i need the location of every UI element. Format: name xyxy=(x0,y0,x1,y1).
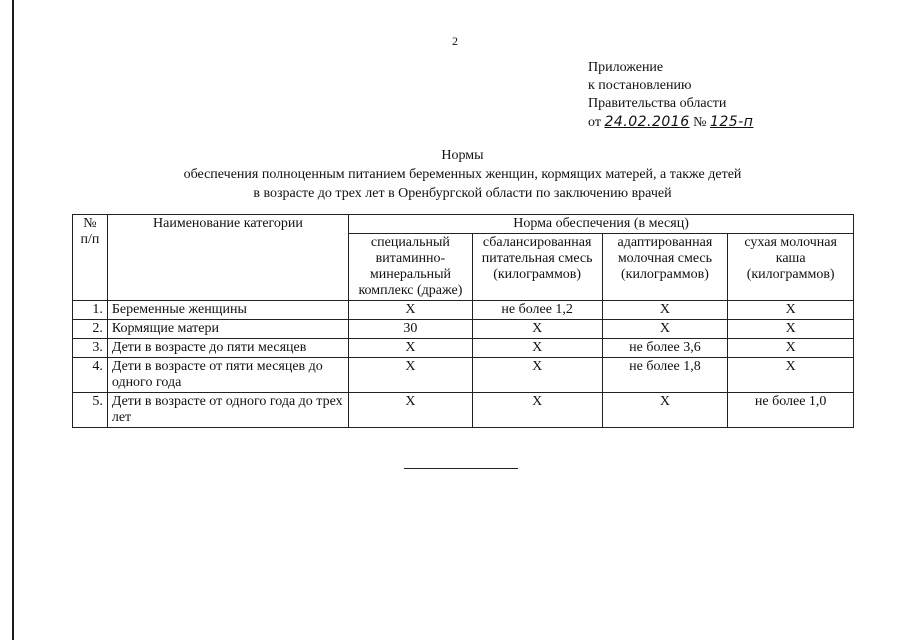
row-value: X xyxy=(602,320,728,339)
title-line-2: обеспечения полноценным питанием беременных женщин, кормящих матерей, а также детей xyxy=(183,167,742,182)
number-sign: № xyxy=(693,115,707,130)
row-value: 30 xyxy=(349,320,473,339)
appendix-date-line xyxy=(588,113,753,132)
row-value: X xyxy=(472,393,602,428)
header-num: № п/п xyxy=(73,215,108,301)
row-category: Кормящие матери xyxy=(107,320,348,339)
row-category: Дети в возрасте от пяти месяцев до одного года xyxy=(107,358,348,393)
row-value: X xyxy=(602,301,728,320)
row-value: X xyxy=(728,301,854,320)
row-value: X xyxy=(602,393,728,428)
table-row xyxy=(73,339,854,358)
title-line-1: Нормы xyxy=(441,148,484,163)
norms-table xyxy=(72,214,854,428)
table-row xyxy=(73,301,854,320)
row-value: X xyxy=(472,358,602,393)
row-value: не более 3,6 xyxy=(602,339,728,358)
appendix-line-2: к постановлению xyxy=(588,78,692,93)
row-value: не более 1,0 xyxy=(728,393,854,428)
row-num: 5. xyxy=(73,393,108,428)
row-category: Дети в возрасте до пяти месяцев xyxy=(107,339,348,358)
row-category: Дети в возрасте от одного года до трех лет xyxy=(107,393,348,428)
table-row xyxy=(73,358,854,393)
table-row xyxy=(73,320,854,339)
document-title xyxy=(100,146,825,203)
row-value: X xyxy=(472,339,602,358)
row-value: не более 1,2 xyxy=(472,301,602,320)
table-header-row xyxy=(73,215,854,234)
table-row xyxy=(73,393,854,428)
header-norm: Норма обеспечения (в месяц) xyxy=(349,215,854,234)
row-category: Беременные женщины xyxy=(107,301,348,320)
row-value: X xyxy=(728,358,854,393)
row-num: 2. xyxy=(73,320,108,339)
handwritten-number: 125-п xyxy=(709,114,754,130)
header-col-2: сбалансированная питательная смесь (килограммов) xyxy=(472,234,602,301)
row-value: X xyxy=(728,320,854,339)
date-prefix: от xyxy=(588,115,601,130)
header-col-3: адаптированная молочная смесь (килограммов) xyxy=(602,234,728,301)
handwritten-date: 24.02.2016 xyxy=(604,114,690,130)
appendix-line-3: Правительства области xyxy=(588,96,727,111)
row-value: X xyxy=(728,339,854,358)
page-number: 2 xyxy=(452,34,458,48)
row-value: X xyxy=(472,320,602,339)
header-col-4: сухая молочная каша (килограммов) xyxy=(728,234,854,301)
row-value: X xyxy=(349,393,473,428)
row-num: 1. xyxy=(73,301,108,320)
row-value: X xyxy=(349,339,473,358)
title-line-3: в возрасте до трех лет в Оренбургской области по заключению врачей xyxy=(253,186,672,201)
header-col-1: специальный витаминно-минеральный комплекс (драже) xyxy=(349,234,473,301)
header-category: Наименование категории xyxy=(107,215,348,301)
row-num: 3. xyxy=(73,339,108,358)
row-value: X xyxy=(349,301,473,320)
appendix-line-1: Приложение xyxy=(588,60,664,75)
row-value: не более 1,8 xyxy=(602,358,728,393)
scan-edge-line xyxy=(12,0,14,640)
appendix-block xyxy=(588,59,753,132)
row-num: 4. xyxy=(73,358,108,393)
closing-rule xyxy=(404,468,518,469)
row-value: X xyxy=(349,358,473,393)
